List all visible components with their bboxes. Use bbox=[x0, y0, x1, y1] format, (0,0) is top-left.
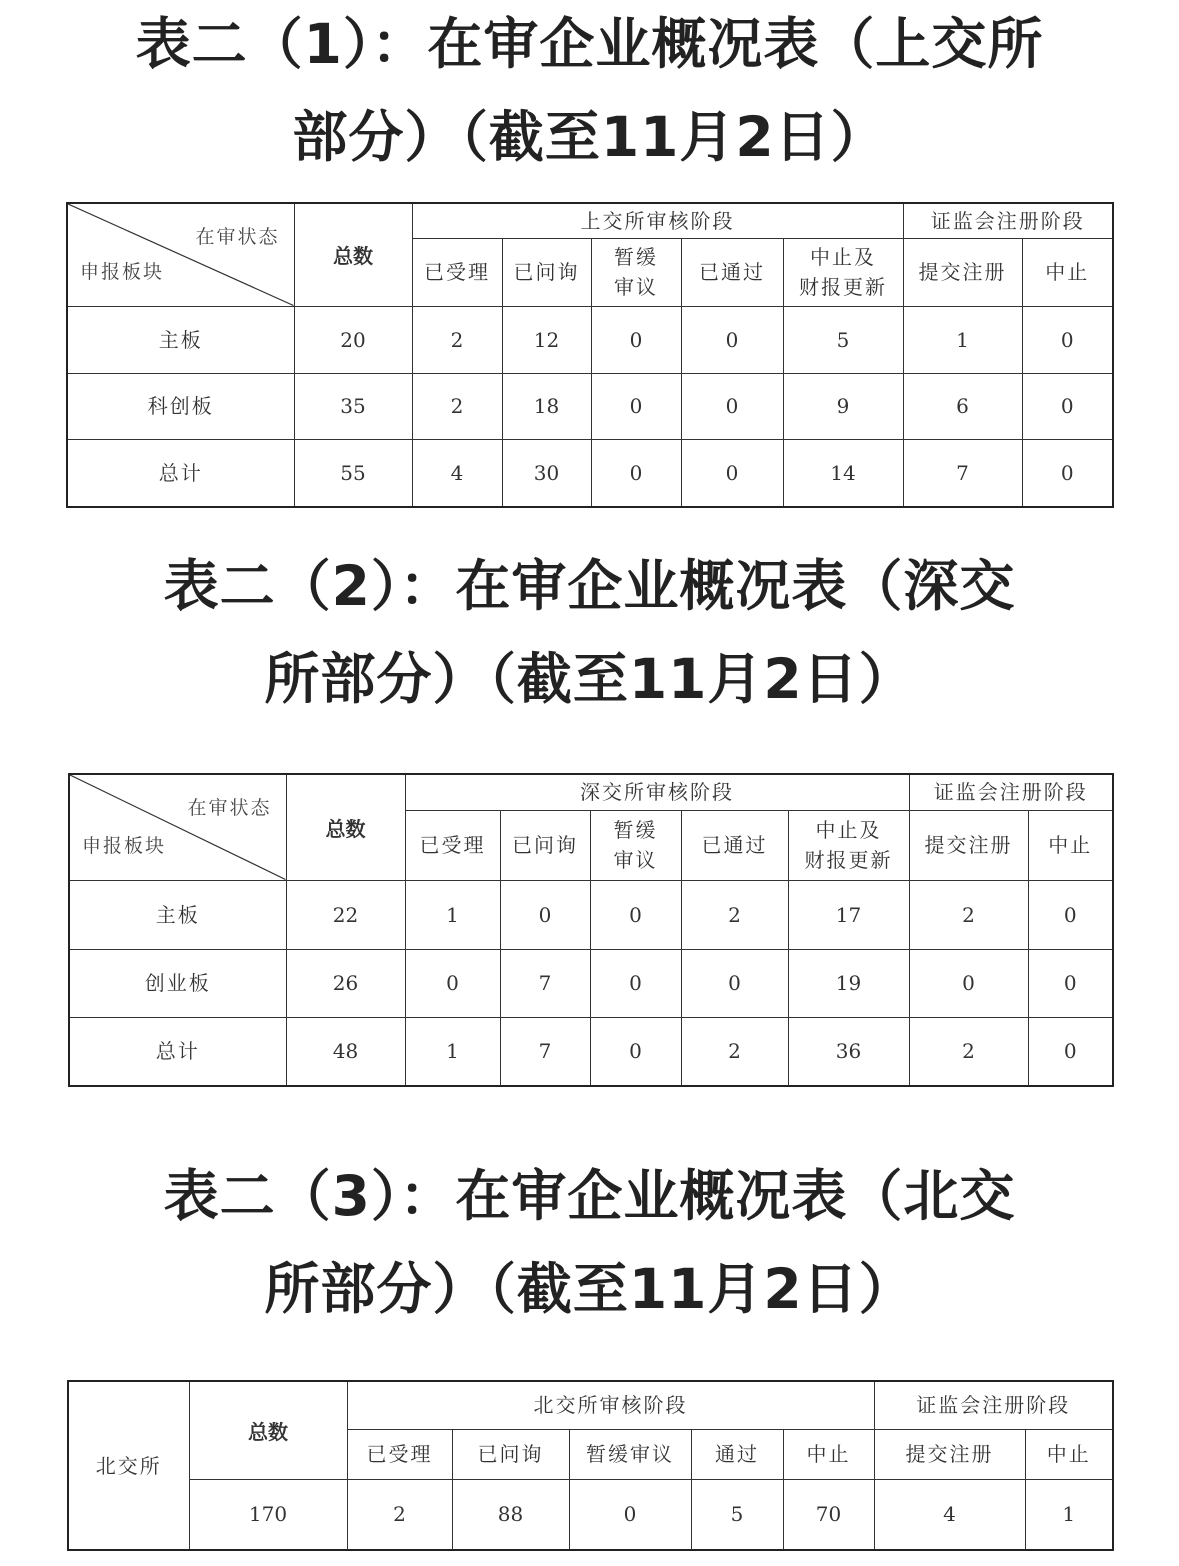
table-cell: 5 bbox=[783, 306, 903, 373]
table-cell: 0 bbox=[591, 373, 681, 439]
table1-title bbox=[40, 0, 1139, 184]
table-cell: 19 bbox=[788, 949, 909, 1017]
table2-col-header: 已受理 bbox=[405, 810, 500, 880]
table-cell: 0 bbox=[1028, 1017, 1113, 1086]
table1-col-header: 暂缓 审议 bbox=[591, 238, 681, 306]
table-row bbox=[68, 1479, 1113, 1550]
table-cell: 2 bbox=[412, 306, 502, 373]
table3-col-header: 暂缓审议 bbox=[569, 1429, 691, 1479]
table1-total-header: 总数 bbox=[294, 203, 412, 306]
table3-title-line2: 所部分）（截至11月2日） bbox=[264, 1257, 915, 1321]
table-cell: 0 bbox=[569, 1479, 691, 1550]
table2-total-header: 总数 bbox=[286, 774, 405, 880]
row-total: 26 bbox=[286, 949, 405, 1017]
row-label: 主板 bbox=[67, 306, 294, 373]
table-cell: 0 bbox=[591, 306, 681, 373]
table2-board-header: 申报板块 bbox=[82, 834, 167, 857]
table-cell: 6 bbox=[903, 373, 1022, 439]
table1-col-header: 中止及 财报更新 bbox=[783, 238, 903, 306]
row-label: 总计 bbox=[67, 439, 294, 507]
table3-col-header: 中止 bbox=[1025, 1429, 1113, 1479]
row-label: 总计 bbox=[69, 1017, 286, 1086]
table-cell: 7 bbox=[500, 1017, 590, 1086]
table1-col-header: 提交注册 bbox=[903, 238, 1022, 306]
table3-row-label: 北交所 bbox=[68, 1381, 189, 1550]
table1-title-line2: 部分）（截至11月2日） bbox=[292, 105, 887, 169]
row-label: 科创板 bbox=[67, 373, 294, 439]
table1-col-header: 中止 bbox=[1022, 238, 1113, 306]
table1-status-header: 在审状态 bbox=[195, 226, 280, 248]
table1-col-header: 已受理 bbox=[412, 238, 502, 306]
table3-col-header: 通过 bbox=[691, 1429, 783, 1479]
table-cell: 0 bbox=[1028, 949, 1113, 1017]
table-cell: 0 bbox=[590, 1017, 681, 1086]
table3-total-header: 总数 bbox=[189, 1381, 347, 1479]
table-cell: 7 bbox=[903, 439, 1022, 507]
row-total: 170 bbox=[189, 1479, 347, 1550]
row-label: 主板 bbox=[69, 880, 286, 949]
table-cell: 1 bbox=[405, 880, 500, 949]
table-cell: 30 bbox=[502, 439, 591, 507]
table3-col-header: 已受理 bbox=[347, 1429, 452, 1479]
table1-title-line1: 表二（1）：在审企业概况表（上交所 bbox=[135, 12, 1044, 76]
table-cell: 0 bbox=[909, 949, 1028, 1017]
table-cell: 4 bbox=[412, 439, 502, 507]
table-row bbox=[69, 1017, 1113, 1086]
table3-col-header: 中止 bbox=[783, 1429, 874, 1479]
table2-status-header: 在审状态 bbox=[187, 797, 272, 819]
table-cell: 14 bbox=[783, 439, 903, 507]
table-row bbox=[69, 949, 1113, 1017]
table-cell: 7 bbox=[500, 949, 590, 1017]
table-cell: 2 bbox=[681, 1017, 788, 1086]
table1-corner-cell bbox=[67, 203, 294, 306]
table-cell: 12 bbox=[502, 306, 591, 373]
table2-col-header: 已问询 bbox=[500, 810, 590, 880]
table-row bbox=[67, 306, 1113, 373]
table1-col-header: 已问询 bbox=[502, 238, 591, 306]
table2-col-header: 中止及 财报更新 bbox=[788, 810, 909, 880]
table-row bbox=[67, 373, 1113, 439]
table-cell: 2 bbox=[347, 1479, 452, 1550]
row-total: 35 bbox=[294, 373, 412, 439]
row-total: 20 bbox=[294, 306, 412, 373]
table2-col-header: 已通过 bbox=[681, 810, 788, 880]
table-cell: 1 bbox=[1025, 1479, 1113, 1550]
table-cell: 1 bbox=[405, 1017, 500, 1086]
table3-col-header: 已问询 bbox=[452, 1429, 569, 1479]
table-cell: 70 bbox=[783, 1479, 874, 1550]
table2-szse bbox=[68, 773, 1114, 1087]
table-cell: 4 bbox=[874, 1479, 1025, 1550]
table3-title-line1: 表二（3）：在审企业概况表（北交 bbox=[163, 1164, 1016, 1228]
table-cell: 0 bbox=[1022, 306, 1113, 373]
table-row bbox=[67, 439, 1113, 507]
table-cell: 2 bbox=[909, 880, 1028, 949]
table1-csrc-stage-header: 证监会注册阶段 bbox=[903, 203, 1113, 238]
row-total: 48 bbox=[286, 1017, 405, 1086]
table2-col-header: 中止 bbox=[1028, 810, 1113, 880]
table-cell: 5 bbox=[691, 1479, 783, 1550]
table-row bbox=[69, 880, 1113, 949]
table-cell: 0 bbox=[591, 439, 681, 507]
table1-exchange-stage-header: 上交所审核阶段 bbox=[412, 203, 903, 238]
row-total: 55 bbox=[294, 439, 412, 507]
table-cell: 1 bbox=[903, 306, 1022, 373]
table-cell: 2 bbox=[681, 880, 788, 949]
table-cell: 0 bbox=[681, 373, 783, 439]
row-total: 22 bbox=[286, 880, 405, 949]
table-cell: 0 bbox=[681, 306, 783, 373]
table3-exchange-stage-header: 北交所审核阶段 bbox=[347, 1381, 874, 1429]
table-cell: 0 bbox=[1028, 880, 1113, 949]
table-cell: 0 bbox=[405, 949, 500, 1017]
table2-col-header: 暂缓 审议 bbox=[590, 810, 681, 880]
table3-bse bbox=[67, 1380, 1114, 1551]
table-cell: 0 bbox=[681, 439, 783, 507]
table-cell: 2 bbox=[412, 373, 502, 439]
table-cell: 36 bbox=[788, 1017, 909, 1086]
table2-title bbox=[40, 540, 1139, 726]
table3-col-header: 提交注册 bbox=[874, 1429, 1025, 1479]
table2-title-line2: 所部分）（截至11月2日） bbox=[264, 647, 915, 711]
table-cell: 0 bbox=[590, 880, 681, 949]
table2-corner-cell bbox=[69, 774, 286, 880]
table3-title bbox=[40, 1150, 1139, 1336]
table-cell: 0 bbox=[590, 949, 681, 1017]
table-cell: 0 bbox=[1022, 439, 1113, 507]
table-cell: 0 bbox=[500, 880, 590, 949]
table2-exchange-stage-header: 深交所审核阶段 bbox=[405, 774, 909, 810]
table1-col-header: 已通过 bbox=[681, 238, 783, 306]
table2-title-line1: 表二（2）：在审企业概况表（深交 bbox=[163, 554, 1016, 618]
table-cell: 17 bbox=[788, 880, 909, 949]
table1-board-header: 申报板块 bbox=[80, 260, 165, 283]
table-cell: 0 bbox=[681, 949, 788, 1017]
row-label: 创业板 bbox=[69, 949, 286, 1017]
table3-csrc-stage-header: 证监会注册阶段 bbox=[874, 1381, 1113, 1429]
table-cell: 88 bbox=[452, 1479, 569, 1550]
table-cell: 0 bbox=[1022, 373, 1113, 439]
table-cell: 18 bbox=[502, 373, 591, 439]
table-cell: 9 bbox=[783, 373, 903, 439]
table-cell: 2 bbox=[909, 1017, 1028, 1086]
table2-col-header: 提交注册 bbox=[909, 810, 1028, 880]
table2-csrc-stage-header: 证监会注册阶段 bbox=[909, 774, 1113, 810]
table1-sse bbox=[66, 202, 1114, 508]
